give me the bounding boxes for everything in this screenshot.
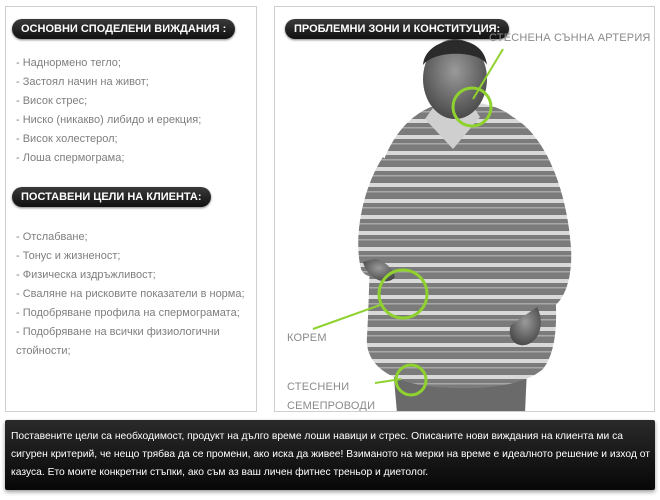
list-item: - Висок холестерол; [16,133,118,145]
problem-zones-heading: ПРОБЛЕМНИ ЗОНИ И КОНСТИТУЦИЯ: [285,19,509,39]
summary-bar [5,420,655,490]
list-item: - Отслабване; [16,231,88,243]
problem-zones-panel [274,6,655,412]
list-item: - Застоял начин на живот; [16,76,149,88]
artery-label: СТЕСНЕНА СЪННА АРТЕРИЯ [489,32,651,44]
client-views-panel [5,6,257,412]
ducts-label: СТЕСНЕНИ СЕМЕПРОВОДИ [287,381,376,412]
list-item: - Тонус и жизненост; [16,250,121,262]
list-item: - Подобряване на всички физиологични стойности; [16,326,220,357]
list-item: - Физическа издръжливост; [16,269,156,281]
summary-text: Поставените цели са необходимост, продукт на дълго време лоши навици и стрес. Описаните нови виждания на клиента ми са сигурен критерий, че нещо трябва да се промени, ако иска да живее! Взиманото на мерки на време е идеалното решение и изход от казуса. Ето моите конкретни стъпки, ако съм аз ваш личен фитнес треньор и диетолог. [11,431,650,478]
belly-label: КОРЕМ [287,332,327,344]
client-goals-heading: ПОСТАВЕНИ ЦЕЛИ НА КЛИЕНТА: [12,187,211,207]
list-item: - Лоша спермограма; [16,152,125,164]
shared-views-heading: ОСНОВНИ СПОДЕЛЕНИ ВИЖДАНИЯ : [12,19,235,39]
list-item: - Сваляне на рисковите показатели в норма; [16,288,245,300]
list-item: - Висок стрес; [16,95,88,107]
man-figure-image [275,7,655,412]
shared-views-list [16,54,246,168]
list-item: - Подобряване профила на спермограмата; [16,307,240,319]
list-item: - Ниско (никакво) либидо и ерекция; [16,114,202,126]
client-goals-list [16,228,246,361]
list-item: - Наднормено тегло; [16,57,121,69]
